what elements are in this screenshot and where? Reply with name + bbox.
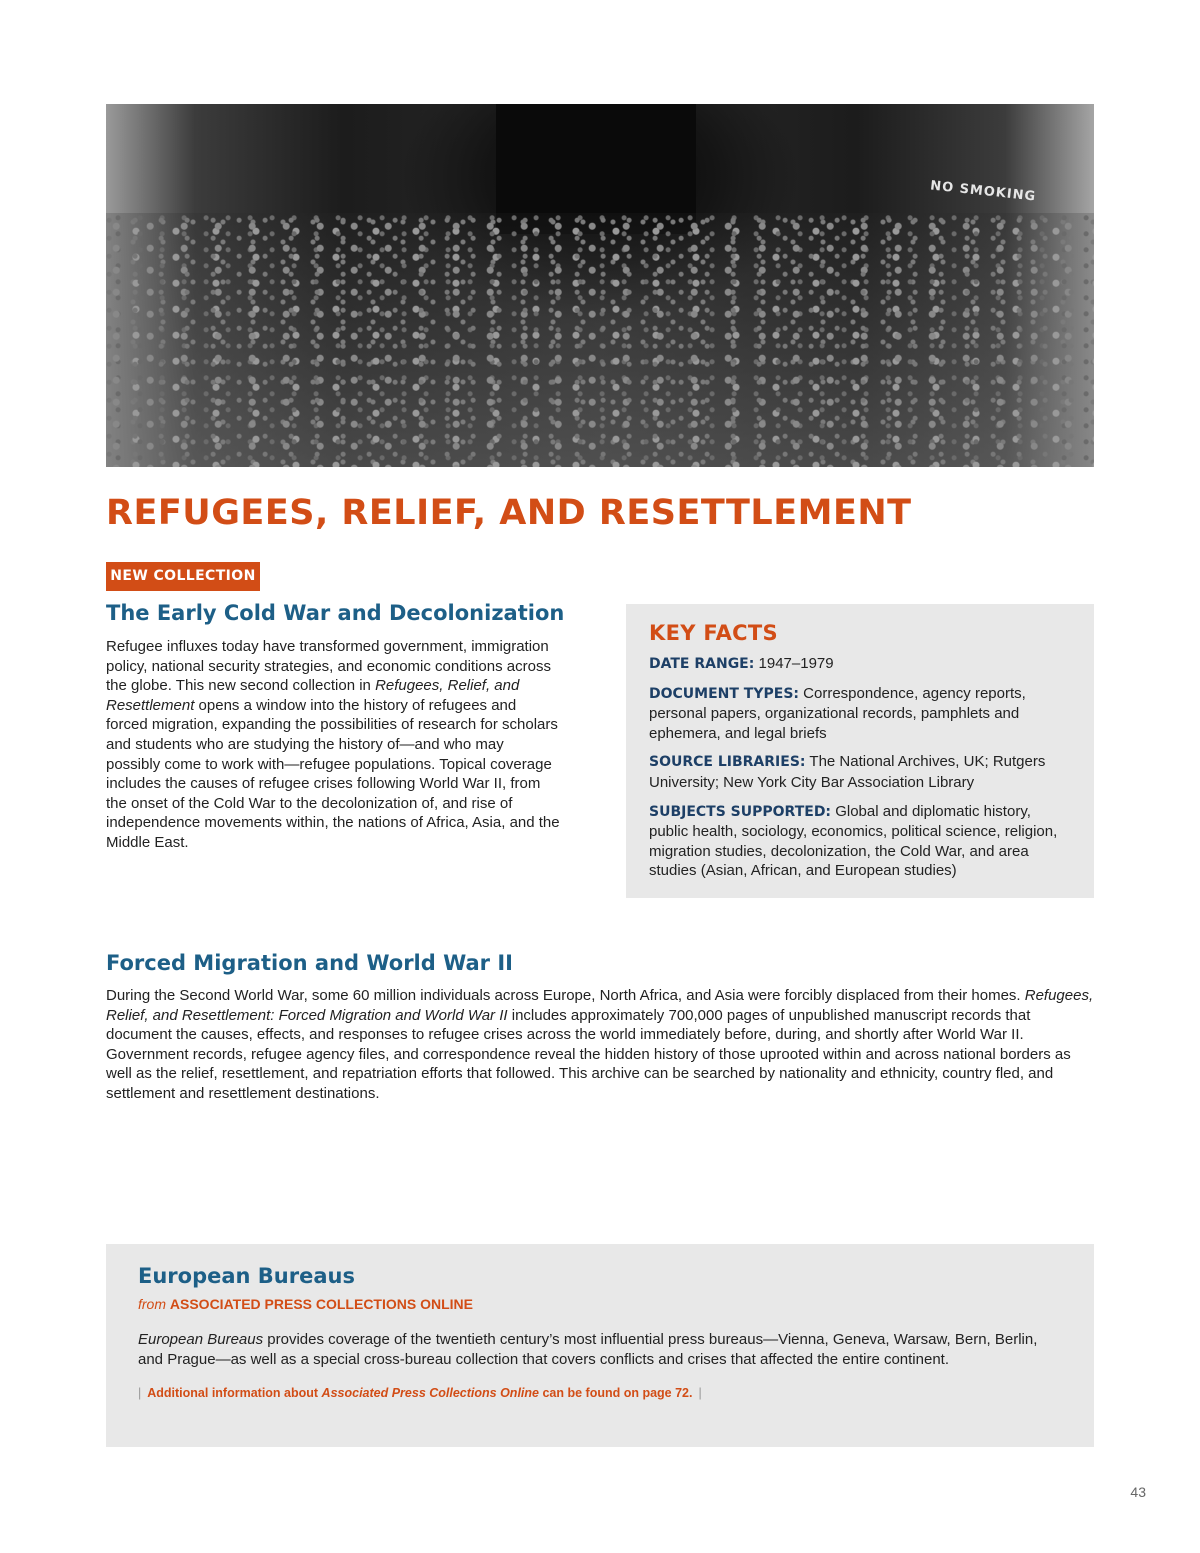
note-collection-link[interactable]: Associated Press Collections Online xyxy=(321,1386,539,1401)
source-name: ASSOCIATED PRESS COLLECTIONS ONLINE xyxy=(169,1296,473,1312)
fact-label: SUBJECTS SUPPORTED: xyxy=(649,803,832,820)
european-bureaus-box xyxy=(106,1244,1094,1447)
note-text-b: can be found on page 72. xyxy=(538,1386,693,1401)
section2-text-b: includes approximately 700,000 pages of unpublished manuscript records that document the causes, effects, and responses to refugee crises across the world immediately before, during, and shortly after World War II. Government records, refugee agency files, and correspondence reveal the hidden history of those uprooted within and across national borders as well as the relief, resettlement, and repatriation efforts that followed. This archive can be searched by nationality and ethnicity, country fled, and settlement and resettlement destinations. xyxy=(106,1006,1071,1102)
section2-collection-name: Refugees, Relief, and Resettlement: Forced Migration and World War II xyxy=(106,987,1094,1024)
section1-body xyxy=(106,637,561,853)
fact-source-libraries xyxy=(649,752,1072,792)
fact-label: DATE RANGE: xyxy=(649,656,755,672)
section2-title: Forced Migration and World War II xyxy=(106,951,513,975)
note-text xyxy=(141,1386,698,1400)
fact-subjects-supported xyxy=(649,802,1072,881)
european-bureaus-body xyxy=(138,1330,1062,1369)
fact-document-types xyxy=(649,684,1072,744)
fact-value: Global and diplomatic history, public health, sociology, economics, political science, religion, migration studies, decolonization, the Cold War, and area studies (Asian, African, and European studies) xyxy=(649,802,1058,880)
hero-photo xyxy=(106,104,1094,467)
section2-text-a: During the Second World War, some 60 million individuals across Europe, North Africa, and Asia were forcibly displaced from their homes. xyxy=(106,987,1025,1004)
page-number: 43 xyxy=(1130,1484,1146,1500)
fact-label: DOCUMENT TYPES: xyxy=(649,685,799,702)
section2-body xyxy=(106,986,1094,1104)
additional-info-note xyxy=(138,1386,1062,1400)
source-line xyxy=(138,1296,1062,1312)
key-facts-title: KEY FACTS xyxy=(649,621,778,645)
fact-date-range xyxy=(649,654,1072,675)
fact-value: 1947–1979 xyxy=(758,655,834,672)
section1-title: The Early Cold War and Decolonization xyxy=(106,601,565,625)
fact-value: Correspondence, agency reports, personal papers, organizational records, pamphlets and ephemera, and legal briefs xyxy=(649,684,1026,742)
section1-text-a: Refugee influxes today have transformed government, immigration policy, national security strategies, and economic conditions across the globe. This new second collection in xyxy=(106,638,551,695)
note-text-a: Additional information about xyxy=(147,1386,322,1401)
refugee-crowd xyxy=(106,213,1094,467)
european-bureaus-title: European Bureaus xyxy=(138,1264,355,1288)
european-bureaus-name: European Bureaus xyxy=(138,1331,264,1348)
page-title: REFUGEES, RELIEF, AND RESETTLEMENT xyxy=(106,493,912,533)
from-word: from xyxy=(138,1296,166,1312)
note-divider-left: | xyxy=(138,1386,142,1401)
note-divider-right: | xyxy=(698,1386,702,1401)
no-smoking-sign: NO SMOKING xyxy=(929,178,1037,205)
new-collection-badge: NEW COLLECTION xyxy=(106,562,260,591)
key-facts-box xyxy=(626,604,1094,898)
fact-label: SOURCE LIBRARIES: xyxy=(649,754,806,771)
fact-value: The National Archives, UK; Rutgers University; New York City Bar Association Library xyxy=(649,753,1046,791)
european-bureaus-text: provides coverage of the twentieth century’s most influential press bureaus—Vienna, Geneva, Warsaw, Bern, Berlin, and Prague—as well as a special cross-bureau collection that covers conflicts and crises that affected the entire continent. xyxy=(138,1331,1038,1368)
section1-text-b: opens a window into the history of refugees and forced migration, expanding the possibilities of research for scholars and students who are studying the history of—and who may possibly come to work with—refugee populations. Topical coverage includes the causes of refugee crises following World War II, from the onset of the Cold War to the decolonization of, and rise of independence movements within, the nations of Africa, Asia, and the Middle East. xyxy=(106,696,560,851)
section1-collection-name: Refugees, Relief, and Resettlement xyxy=(106,677,520,714)
